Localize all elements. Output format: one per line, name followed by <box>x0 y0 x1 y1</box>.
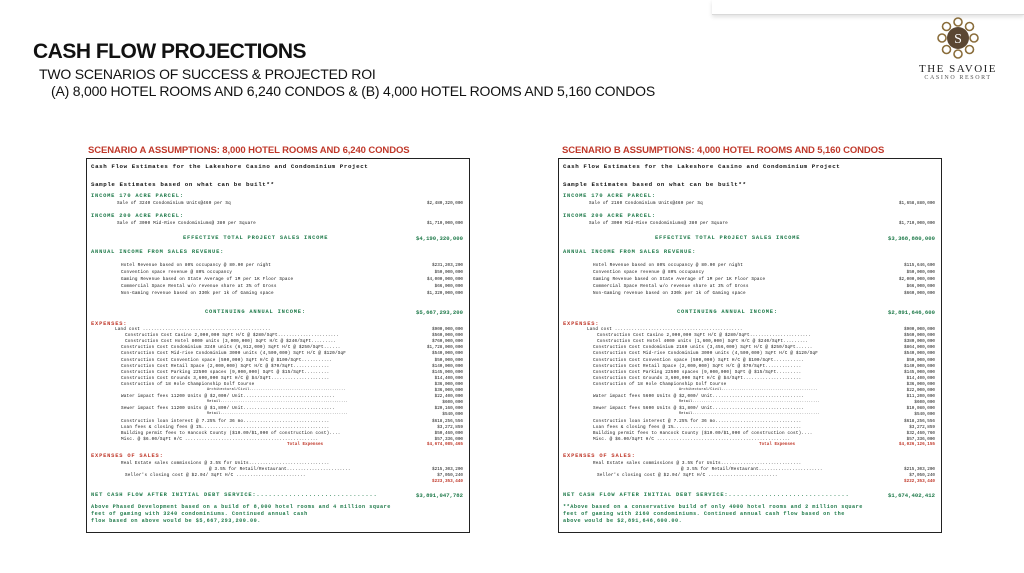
expense-row-label: Retail......................................................... <box>679 400 820 405</box>
expense-row-value: $32,460,760 <box>906 430 935 436</box>
expense-row-label: Misc. @ $6.00/SqFt H/C ................................................ <box>121 436 319 442</box>
expense-row-label: Construction Cost Casino 2,000,000 SqFt H/C @ $280/SqFt...................... <box>125 333 339 339</box>
expense-row-label: Water impact fees 5600 Units @ $2,000/ Unit................................. <box>593 394 805 400</box>
sales-expense-row-label: Real Estate sales commissions @ 3.5% for Units............................. <box>121 461 330 466</box>
effective-income-value: $4,190,320,000 <box>416 235 463 242</box>
expense-row-label: Construction Cost Parking 22500 spaces (9,000,000) SqFt @ $15/SqFt......... <box>593 369 802 375</box>
expenses-of-sales-heading: EXPENSES OF SALES: <box>91 453 164 459</box>
effective-income-value: $3,368,880,000 <box>888 235 935 242</box>
sales-expense-row-label: @ 3.5% for Retail/Restaurant....................... <box>681 467 823 472</box>
effective-income-label: EFFECTIVE TOTAL PROJECT SALES INCOME <box>183 235 329 241</box>
expense-row-label: Retail......................................................... <box>207 412 348 417</box>
expense-row-label: Construction Cost Condominium 3240 units (6,912,000) SqFt H/C @ $250/SqFt...... <box>121 345 341 351</box>
savoie-logo <box>918 16 998 81</box>
expense-row-label: Loan fees & closing fees @ 1%.............................................. <box>593 424 802 430</box>
sample-line: Sample Estimates based on what can be built** <box>563 181 747 188</box>
expense-row-value: $50,000,000 <box>906 357 935 363</box>
total-expenses-label: Total Expenses <box>287 442 324 447</box>
annual-row-label: Commercial Space Rental w/o revenue share at 3% of Gross <box>593 284 749 289</box>
expense-row-value: $864,000,000 <box>904 345 935 351</box>
annual-row-label: Commercial Space Rental w/o revenue share at 3% of Gross <box>121 284 277 289</box>
expense-row-label: Retail......................................................... <box>207 400 348 405</box>
expense-row-value: $140,000,000 <box>432 363 463 369</box>
expense-row-label: Construction Cost Parking 22500 spaces (9,000,000) SqFt @ $15/SqFt......... <box>121 369 330 375</box>
effective-income-label: EFFECTIVE TOTAL PROJECT SALES INCOME <box>655 235 801 241</box>
expense-row-value: $540,000,000 <box>904 351 935 357</box>
income-170-row: Sale of 2160 Condominium Units@460 per Sq <box>589 201 703 206</box>
scenario-b-sheet <box>558 158 942 533</box>
expense-row-label: Construction Cost Hotel 8000 units (3,000,000) SqFt H/C @ $240/SqFt......... <box>125 339 337 345</box>
expense-row-label: Construction Cost Hotel 4000 units (1,600,000) SqFt H/C @ $240/SqFt......... <box>597 339 809 345</box>
expense-row-value: $540,000,000 <box>432 351 463 357</box>
logo-name: THE SAVOIE <box>918 63 998 75</box>
expense-row-value: $618,256,556 <box>904 418 935 424</box>
annual-row-label: Gaming Revenue based on State Average of 1M per 1K Floor Space <box>121 277 294 282</box>
expense-row-value: $618,256,556 <box>432 418 463 424</box>
expense-row-label: Construction Cost Casino 2,000,000 SqFt H/C @ $280/SqFt...................... <box>597 333 811 339</box>
sales-expense-row-label: Seller's closing cost @ $2.04/ SqFt H/C ......................... <box>125 473 306 478</box>
expense-row-value: $50,000,000 <box>434 357 463 363</box>
expense-row-value: $36,000,000 <box>906 381 935 387</box>
expense-row-value: $1,728,000,000 <box>426 345 463 351</box>
expense-row-label: Construction loan interest @ 7.25% for 36 mo............................... <box>121 418 330 424</box>
expense-row-value: $900,000,000 <box>904 327 935 332</box>
expense-row-value: $50,460,000 <box>434 430 463 436</box>
expense-row-value: $3,272,859 <box>909 424 935 430</box>
expense-row-value: $3,272,859 <box>437 424 463 430</box>
sales-expense-row-label: Seller's closing cost @ $2.04/ SqFt H/C ......................... <box>597 473 778 478</box>
annual-row-value: $1,320,000,000 <box>426 291 463 296</box>
income-200-heading: INCOME 200 ACRE PARCEL: <box>563 213 656 219</box>
expense-row-value: $11,200,000 <box>906 394 935 400</box>
continuing-income-value: $5,667,293,200 <box>416 309 463 316</box>
expense-row-value: $14,400,000 <box>906 375 935 381</box>
sales-expense-row-label: @ 3.5% for Retail/Restaurant....................... <box>209 467 351 472</box>
income-170-value: $2,480,320,000 <box>426 201 463 206</box>
sales-expense-row-label: Real Estate sales commissions @ 3.5% for Units............................. <box>593 461 802 466</box>
window-tab-strip <box>712 0 1024 15</box>
expense-row-label: Construction Cost Mid-rise Condominium 3000 units (4,500,000) SqFt H/C @ $120/SqF <box>593 351 819 357</box>
annual-row-value: $50,000,000 <box>434 270 463 275</box>
expense-row-label: Construction Cost Retail Space (2,000,000) SqFt H/C @ $70/SqFt............. <box>121 363 330 369</box>
total-expenses-value: $4,026,126,155 <box>898 442 935 447</box>
page-subtitle-1: TWO SCENARIOS OF SUCCESS & PROJECTED ROI <box>39 66 376 82</box>
expense-row-label: Construction Cost Grounds 3,600,000 SqFt H/C @ $4/SqFt..................... <box>121 375 330 381</box>
continuing-income-label: CONTINUING ANNUAL INCOME: <box>205 309 306 315</box>
income-170-row: Sale of 3240 Condominium Units@460 per Sq <box>117 201 231 206</box>
annual-row-value: $231,203,200 <box>432 263 463 268</box>
expense-row-value: $145,000,000 <box>432 369 463 375</box>
expense-row-label: Construction Cost Retail Space (2,000,000) SqFt H/C @ $70/SqFt............. <box>593 363 802 369</box>
expense-row-label: Misc. @ $6.00/SqFt H/C ................................................ <box>593 436 791 442</box>
expense-row-value: $560,000,000 <box>904 333 935 339</box>
expense-row-label: Land cost .............................................. <box>587 327 743 332</box>
scenario-b-heading: SCENARIO B ASSUMPTIONS: 4,000 HOTEL ROOMS AND 5,160 CONDOS <box>562 145 885 156</box>
logo-tagline: CASINO RESORT <box>924 75 992 81</box>
footnote-line: **Above based on a conservative build of only 4000 hotel rooms and 2 million square <box>563 504 863 510</box>
savoie-emblem-icon <box>936 16 980 60</box>
scenario-a-sheet <box>86 158 470 533</box>
expense-row-label: Construction Cost Condominium 2160 units (3,456,000) SqFt H/C @ $250/SqFt...... <box>593 345 813 351</box>
expense-row-value: $560,000,000 <box>432 333 463 339</box>
expense-row-value: $10,080,000 <box>906 406 935 412</box>
continuing-income-label: CONTINUING ANNUAL INCOME: <box>677 309 778 315</box>
sales-expense-row-value: $215,303,200 <box>432 467 463 472</box>
annual-row-label: Non-Gaming revenue based on 330k per 1k of Gaming space <box>121 291 274 296</box>
expense-row-label: Construction Cost Grounds 3,600,000 SqFt H/C @ $4/SqFt..................... <box>593 375 802 381</box>
expense-row-label: Construction of 18 Hole Championship Golf Course <box>593 381 727 387</box>
income-170-heading: INCOME 170 ACRE PARCEL: <box>563 193 656 199</box>
expense-row-value: $36,000,000 <box>434 381 463 387</box>
page-subtitle-2: (A) 8,000 HOTEL ROOMS AND 6,240 CONDOS & (B) 4,000 HOTEL ROOMS AND 5,160 CONDOS <box>51 83 656 99</box>
logo-letter: S <box>954 32 962 47</box>
expense-row-value: $22,400,000 <box>434 394 463 400</box>
annual-row-label: Non-Gaming revenue based on 330k per 1k of Gaming space <box>593 291 746 296</box>
annual-row-label: Gaming Revenue based on State Average of 1M per 1K Floor Space <box>593 277 766 282</box>
total-expenses-label: Total Expenses <box>759 442 796 447</box>
annual-row-label: Convention space revenue @ 80% occupancy <box>593 270 705 275</box>
footnote-line: above would be $2,891,646,600.00. <box>563 518 683 524</box>
total-expenses-value: $4,674,085,465 <box>426 442 463 447</box>
continuing-income-value: $2,891,646,600 <box>888 309 935 316</box>
expense-row-label: Sewer impact fees 5600 Units @ $1,800/ Unit................................. <box>593 406 805 412</box>
annual-row-value: $115,646,600 <box>904 263 935 268</box>
expense-row-value: $57,336,000 <box>906 436 935 442</box>
footnote-line: flow based on above would be $5,667,293,200.00. <box>91 518 261 524</box>
expenses-of-sales-heading: EXPENSES OF SALES: <box>563 453 636 459</box>
expense-row-label: Architectural/Civil........................................... <box>207 388 346 392</box>
annual-row-value: $50,000,000 <box>906 270 935 275</box>
expense-row-value: $600,000 <box>442 400 463 406</box>
expenses-heading: EXPENSES: <box>563 321 600 327</box>
expense-row-value: $540,000 <box>914 412 935 418</box>
income-200-value: $1,710,000,000 <box>426 221 463 226</box>
expense-row-label: Building permit fees to Hancock County ($10.00/$1,000 of construction cost).... <box>121 430 341 436</box>
income-200-value: $1,710,000,000 <box>898 221 935 226</box>
income-200-row: Sale of 3000 Mid-Rise Condominiums@ 380 per Square <box>117 221 256 226</box>
expense-row-value: $760,000,000 <box>432 339 463 345</box>
expense-row-value: $145,000,000 <box>904 369 935 375</box>
expense-row-value: $57,336,000 <box>434 436 463 442</box>
expense-row-value: $600,000 <box>914 400 935 406</box>
expense-row-label: Sewer impact fees 11200 Units @ $1,800/ Unit................................. <box>121 406 335 412</box>
net-cash-flow-value: $3,891,047,782 <box>416 492 463 499</box>
expense-row-label: Construction Cost Convention space (500,000) SqFt H/C @ $100/SqFt........... <box>121 357 333 363</box>
sales-expense-row-value: $7,050,240 <box>909 473 935 478</box>
annual-row-value: $660,000,000 <box>904 291 935 296</box>
expense-row-value: $140,000,000 <box>904 363 935 369</box>
annual-row-value: $4,000,000,000 <box>426 277 463 282</box>
expense-row-label: Water impact fees 11200 Units @ $2,000/ Unit................................. <box>121 394 335 400</box>
expense-row-value: $900,000,000 <box>432 327 463 332</box>
expense-row-value: $36,000,000 <box>434 388 463 393</box>
expense-row-label: Building permit fees to Hancock County ($10.00/$1,000 of construction cost).... <box>593 430 813 436</box>
expense-row-label: Land cost .............................................. <box>115 327 271 332</box>
annual-row-value: $66,000,000 <box>906 284 935 289</box>
expense-row-value: $380,000,000 <box>904 339 935 345</box>
expense-row-label: Loan fees & closing fees @ 1%.............................................. <box>121 424 330 430</box>
annual-row-value: $2,000,000,000 <box>898 277 935 282</box>
expense-row-value: $14,400,000 <box>434 375 463 381</box>
sales-expense-row-value: $215,303,200 <box>904 467 935 472</box>
income-200-row: Sale of 3000 Mid-Rise Condominiums@ 380 per Square <box>589 221 728 226</box>
annual-income-heading: ANNUAL INCOME FROM SALES REVENUE: <box>91 249 225 255</box>
expense-row-value: $540,000 <box>442 412 463 418</box>
expense-row-label: Architectural/Civil........................................... <box>679 388 818 392</box>
sales-expense-total: $223,353,440 <box>432 479 463 484</box>
expense-row-label: Construction loan interest @ 7.25% for 36 mo............................... <box>593 418 802 424</box>
sheet-title: Cash Flow Estimates for the Lakeshore Casino and Condominium Project <box>91 163 369 170</box>
income-170-value: $1,658,880,000 <box>898 201 935 206</box>
annual-row-label: Hotel Revenue based on 80% occupancy @ 80.00 per night <box>121 263 272 268</box>
expense-row-label: Construction Cost Convention space (500,000) SqFt H/C @ $100/SqFt........... <box>593 357 805 363</box>
net-cash-flow-label: NET CASH FLOW AFTER INITIAL DEBT SERVICE:.............................. <box>91 492 378 498</box>
net-cash-flow-value: $1,674,402,412 <box>888 492 935 499</box>
annual-row-label: Hotel Revenue based on 80% occupancy @ 80.00 per night <box>593 263 744 268</box>
sales-expense-total: $222,353,440 <box>904 479 935 484</box>
income-200-heading: INCOME 200 ACRE PARCEL: <box>91 213 184 219</box>
income-170-heading: INCOME 170 ACRE PARCEL: <box>91 193 184 199</box>
expense-row-value: $20,160,000 <box>434 406 463 412</box>
expense-row-value: $22,000,000 <box>906 388 935 393</box>
annual-income-heading: ANNUAL INCOME FROM SALES REVENUE: <box>563 249 697 255</box>
page-title: CASH FLOW PROJECTIONS <box>33 40 307 63</box>
scenario-a-heading: SCENARIO A ASSUMPTIONS: 8,000 HOTEL ROOMS AND 6,240 CONDOS <box>88 145 410 156</box>
expense-row-label: Construction Cost Mid-rise Condominium 3000 units (4,500,000) SqFt H/C @ $120/SqF <box>121 351 347 357</box>
footnote-line: feet of gaming with 2160 condominiums. Continued annual cash flow based on the <box>563 511 845 517</box>
expense-row-label: Construction of 18 Hole Championship Golf Course <box>121 381 255 387</box>
expense-row-label: Retail......................................................... <box>679 412 820 417</box>
sales-expense-row-value: $7,050,240 <box>437 473 463 478</box>
annual-row-label: Convention space revenue @ 80% occupancy <box>121 270 233 275</box>
expenses-heading: EXPENSES: <box>91 321 128 327</box>
sample-line: Sample Estimates based on what can be built** <box>91 181 275 188</box>
footnote-line: feet of gaming with 3240 condominiums. Continued annual cash <box>91 511 308 517</box>
sheet-title: Cash Flow Estimates for the Lakeshore Casino and Condominium Project <box>563 163 841 170</box>
annual-row-value: $66,000,000 <box>434 284 463 289</box>
net-cash-flow-label: NET CASH FLOW AFTER INITIAL DEBT SERVICE:.............................. <box>563 492 850 498</box>
footnote-line: Above Phased Development based on a build of 8,000 hotel rooms and 4 million square <box>91 504 391 510</box>
